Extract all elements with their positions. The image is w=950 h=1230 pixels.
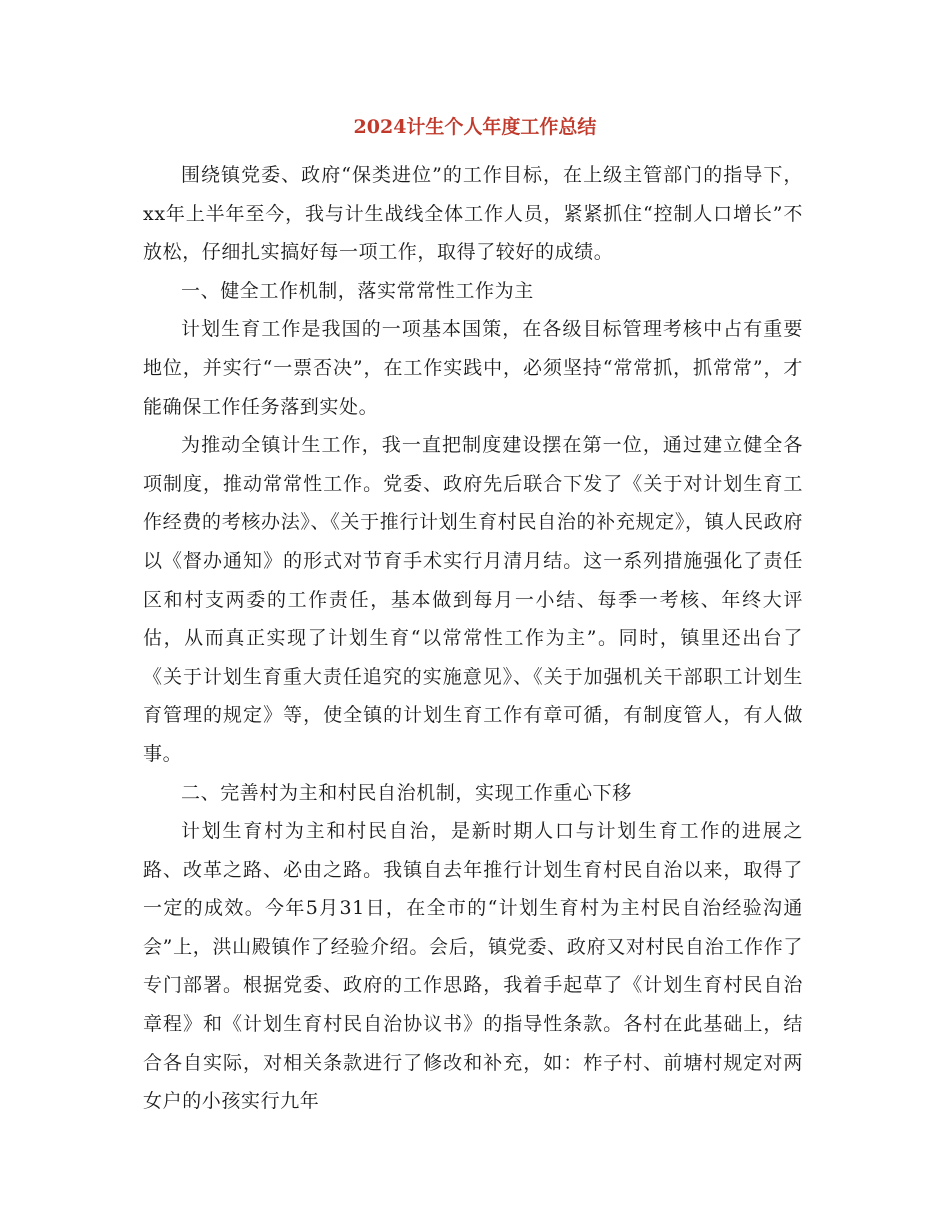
section-heading-2: 二、完善村为主和村民自治机制，实现工作重心下移: [181, 781, 632, 804]
paragraph-intro: 围绕镇党委、政府“保类进位”的工作目标，在上级主管部门的指导下，xx年上半年至今，我与计生战线全体工作人员，紧紧抓住“控制人口增长”不放松，仔细扎实搞好每一项工作，取得了较好的成绩。: [143, 164, 803, 264]
document-body: [143, 156, 803, 1121]
section-heading-1: 一、健全工作机制，落实常常性工作为主: [181, 279, 534, 302]
paragraph-system-building: 为推动全镇计生工作，我一直把制度建设摆在第一位，通过建立健全各项制度，推动常常性工作。党委、政府先后联合下发了《关于对计划生育工作经费的考核办法》、《关于推行计划生育村民自治的补充规定》，镇人民政府以《督办通知》的形式对节育手术实行月清月结。这一系列措施强化了责任区和村支两委的工作责任，基本做到每月一小结、每季一考核、年终大评估，从而真正实现了计划生育“以常常性工作为主”。同时，镇里还出台了《关于计划生育重大责任追究的实施意见》、《关于加强机关干部职工计划生育管理的规定》等，使全镇的计划生育工作有章可循，有制度管人，有人做事。: [143, 434, 803, 765]
paragraph-village-autonomy: 计划生育村为主和村民自治，是新时期人口与计划生育工作的进展之路、改革之路、必由之路。我镇自去年推行计划生育村民自治以来，取得了一定的成效。今年5月31日，在全市的“计划生育村为主村民自治经验沟通会”上，洪山殿镇作了经验介绍。会后，镇党委、政府又对村民自治工作作了专门部署。根据党委、政府的工作思路，我着手起草了《计划生育村民自治章程》和《计划生育村民自治协议书》的指导性条款。各村在此基础上，结合各自实际，对相关条款进行了修改和补充，如：柞子村、前塘村规定对两女户的小孩实行九年: [143, 820, 803, 1113]
document-title: 2024计生个人年度工作总结: [353, 116, 597, 138]
paragraph-policy: 计划生育工作是我国的一项基本国策，在各级目标管理考核中占有重要地位，并实行“一票否决”，在工作实践中，必须坚持“常常抓，抓常常”，才能确保工作任务落到实处。: [143, 318, 803, 418]
